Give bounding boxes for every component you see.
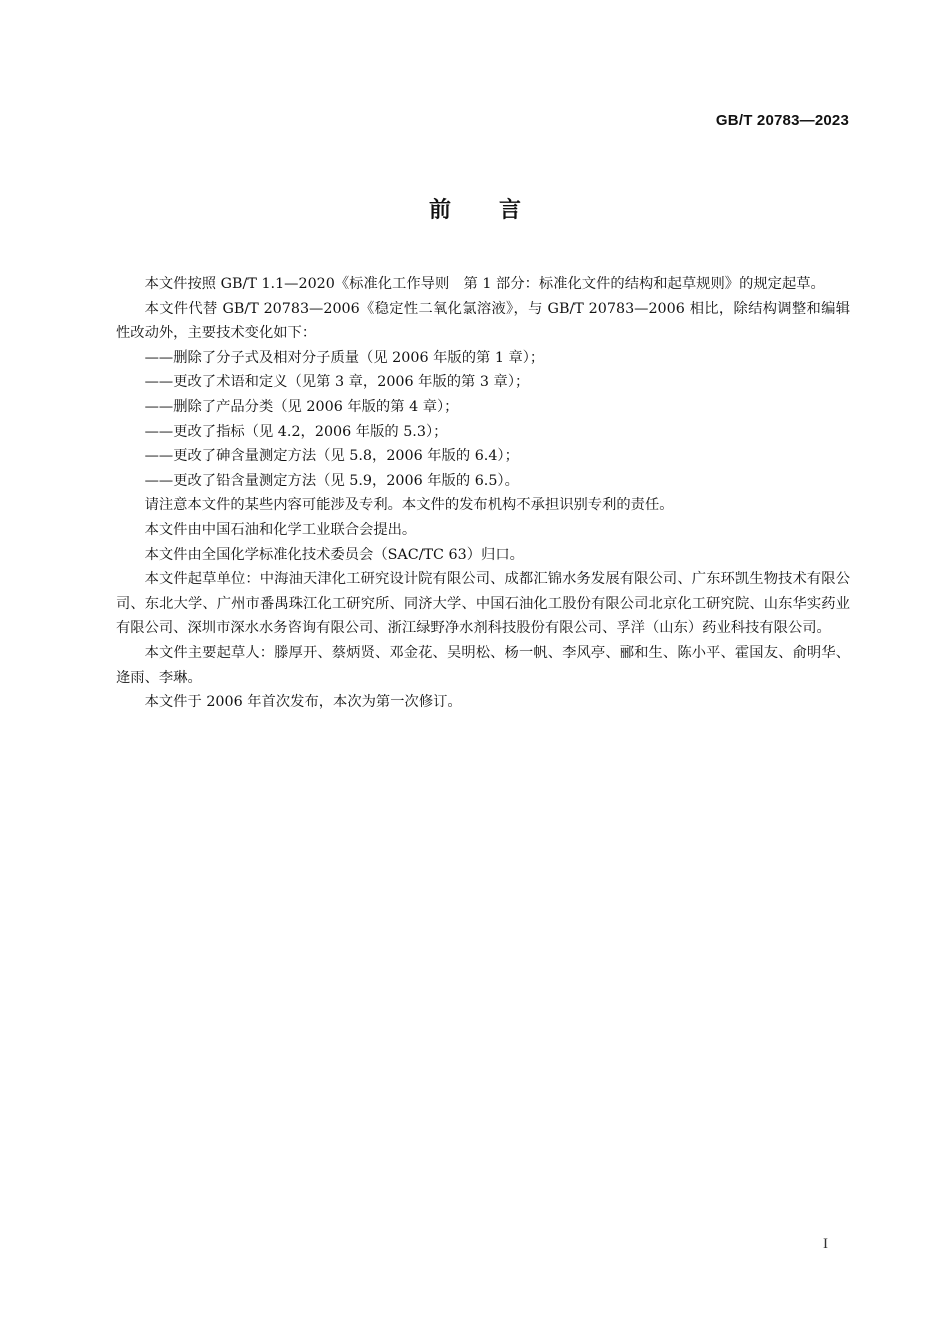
list-item: ——更改了铅含量测定方法（见 5.9，2006 年版的 6.5）。 <box>144 472 519 489</box>
list-item: ——删除了产品分类（见 2006 年版的第 4 章）； <box>144 398 459 415</box>
paragraph-replacement: 本文件代替 GB/T 20783—2006《稳定性二氧化氯溶液》，与 GB/T 20783—2006 相比，除结构调整和编辑性改动外，主要技术变化如下： <box>116 300 850 342</box>
document-code: GB/T 20783—2023 <box>715 112 849 129</box>
paragraph-history: 本文件于 2006 年首次发布，本次为第一次修订。 <box>144 694 462 711</box>
page-title: 前言 <box>428 198 569 223</box>
list-item: ——更改了术语和定义（见第 3 章，2006 年版的第 3 章）； <box>144 374 530 391</box>
list-item: ——删除了分子式及相对分子质量（见 2006 年版的第 1 章）； <box>144 349 545 366</box>
paragraph-proposer: 本文件由中国石油和化学工业联合会提出。 <box>144 521 417 538</box>
paragraph-patent-notice: 请注意本文件的某些内容可能涉及专利。本文件的发布机构不承担识别专利的责任。 <box>144 497 674 514</box>
paragraph-drafting-rules: 本文件按照 GB/T 1.1—2020《标准化工作导则 第 1 部分：标准化文件的结构和起草规则》的规定起草。 <box>144 276 825 292</box>
paragraph-committee: 本文件由全国化学标准化技术委员会（SAC/TC 63）归口。 <box>144 546 524 563</box>
paragraph-drafting-units: 本文件起草单位：中海油天津化工研究设计院有限公司、成都汇锦水务发展有限公司、广东环凯生物技术有限公司、东北大学、广州市番禺珠江化工研究所、同济大学、中国石油化工股份有限公司北京化工研究院、山东华实药业有限公司、深圳市深水水务咨询有限公司、浙江绿野净水剂科技股份有限公司、孚洋（山东）药业科技有限公司。 <box>116 571 850 637</box>
technical-changes-list <box>116 346 850 494</box>
list-item: ——更改了指标（见 4.2，2006 年版的 5.3）； <box>144 423 448 440</box>
foreword-body <box>116 272 850 715</box>
page-number: I <box>823 1236 828 1252</box>
list-item: ——更改了砷含量测定方法（见 5.8，2006 年版的 6.4）； <box>144 448 519 465</box>
paragraph-drafters: 本文件主要起草人：滕厚开、蔡炳贤、邓金花、吴明松、杨一帆、李风亭、郦和生、陈小平、霍国友、俞明华、逄雨、李琳。 <box>116 644 850 686</box>
